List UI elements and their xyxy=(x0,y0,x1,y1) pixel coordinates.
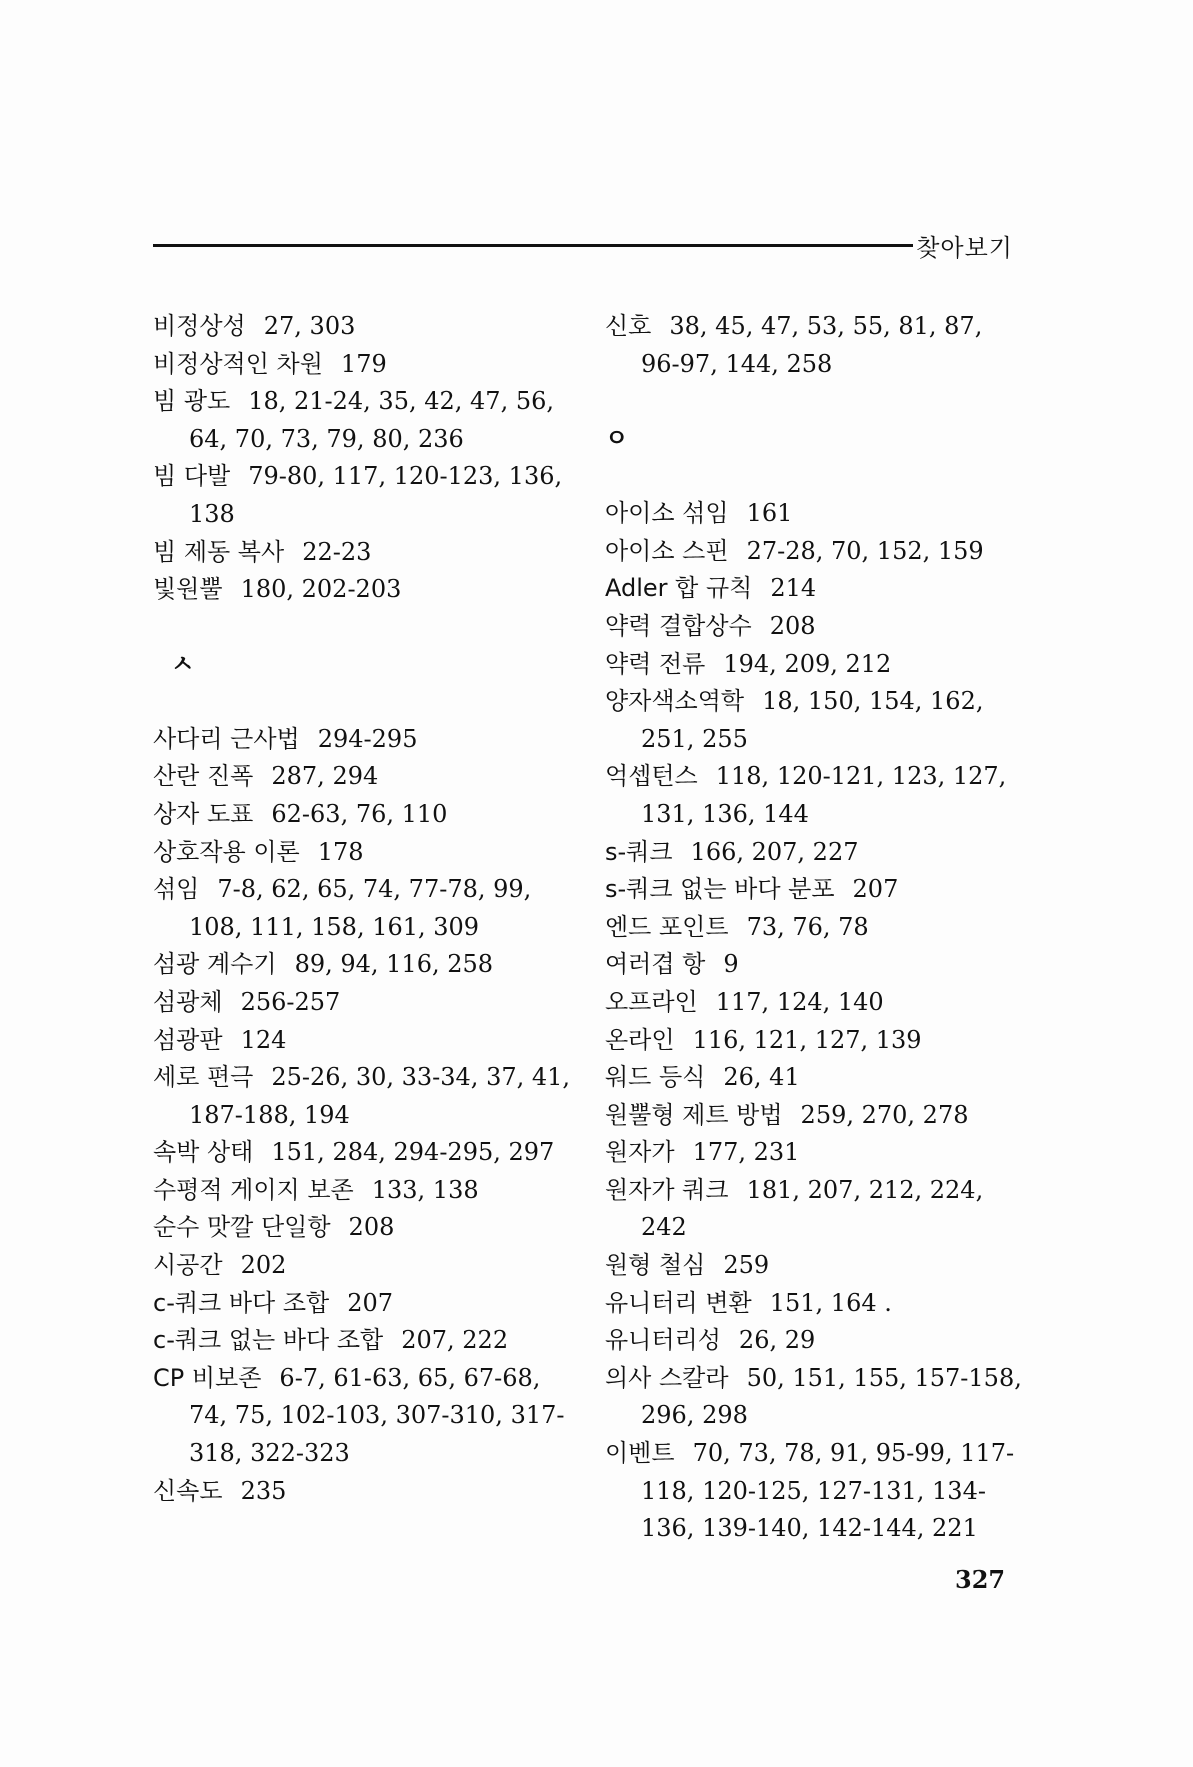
index-term: s-쿼크 없는 바다 분포 xyxy=(605,875,835,904)
index-pages: 151, 164 . xyxy=(769,1288,892,1317)
index-pages: 256-257 xyxy=(240,987,341,1016)
index-pages: 235 xyxy=(240,1476,287,1505)
index-term: 섬광 계수기 xyxy=(153,950,277,979)
index-entry xyxy=(153,1059,573,1134)
index-entry xyxy=(153,946,573,984)
index-pages: 207 xyxy=(347,1288,394,1317)
section-letter: ㅇ xyxy=(605,424,629,453)
index-entry xyxy=(153,1172,573,1210)
index-pages: 27, 303 xyxy=(263,312,356,340)
index-pages: 22-23 xyxy=(302,537,372,566)
index-entry xyxy=(605,1022,1025,1060)
index-pages: 38, 45, 47, 53, 55, 81, 87, 96-97, 144, 258 xyxy=(641,312,983,378)
index-pages: 6-7, 61-63, 65, 67-68, 74, 75, 102-103, 307-310, 317-318, 322-323 xyxy=(189,1363,565,1468)
index-entry xyxy=(153,458,573,533)
index-entry xyxy=(153,1285,573,1323)
index-entry xyxy=(605,608,1025,646)
index-entry xyxy=(605,683,1025,758)
index-term: 원형 철심 xyxy=(605,1251,706,1280)
index-pages: 89, 94, 116, 258 xyxy=(294,950,494,979)
index-entry xyxy=(153,758,573,796)
index-pages: 124 xyxy=(240,1025,287,1054)
index-entry xyxy=(605,834,1025,872)
index-entry xyxy=(605,1435,1025,1548)
index-entry xyxy=(153,571,573,609)
index-term: 섬광판 xyxy=(153,1025,223,1054)
index-pages: 118, 120-121, 123, 127, 131, 136, 144 xyxy=(641,762,1007,828)
index-column-left xyxy=(153,308,573,1510)
index-pages: 208 xyxy=(769,611,816,640)
index-pages: 18, 21-24, 35, 42, 47, 56, 64, 70, 73, 79, 80, 236 xyxy=(189,387,554,453)
index-term: 섬광체 xyxy=(153,987,223,1016)
index-entry xyxy=(605,1097,1025,1135)
index-pages: 79-80, 117, 120-123, 136, 138 xyxy=(189,462,563,528)
index-entry xyxy=(605,1247,1025,1285)
index-term: 오프라인 xyxy=(605,987,698,1016)
index-entry xyxy=(153,871,573,946)
index-pages: 7-8, 62, 65, 74, 77-78, 99, 108, 111, 158, 161, 309 xyxy=(189,875,532,941)
index-entry xyxy=(153,721,573,759)
index-pages: 177, 231 xyxy=(692,1138,800,1167)
index-term: 섞임 xyxy=(153,875,200,904)
index-entry xyxy=(605,646,1025,684)
index-entry xyxy=(153,1022,573,1060)
index-entry xyxy=(153,984,573,1022)
index-entry xyxy=(605,1059,1025,1097)
index-pages: 166, 207, 227 xyxy=(690,837,859,866)
index-entry xyxy=(605,1360,1025,1435)
index-term: 시공간 xyxy=(153,1251,223,1280)
index-entry xyxy=(153,1247,573,1285)
index-term: Adler 합 규칙 xyxy=(605,574,753,603)
index-pages: 259, 270, 278 xyxy=(800,1100,969,1129)
index-pages: 180, 202-203 xyxy=(240,575,402,604)
header-rule xyxy=(153,244,913,247)
index-pages: 202 xyxy=(240,1251,287,1280)
index-term: 신호 xyxy=(605,312,652,340)
index-entry xyxy=(153,1473,573,1511)
index-term: 비정상성 xyxy=(153,312,246,340)
section-letter: ㅅ xyxy=(171,649,195,678)
index-pages: 26, 29 xyxy=(738,1326,816,1355)
index-term: 유니터리 변환 xyxy=(605,1288,752,1317)
running-header xyxy=(153,226,1013,262)
index-pages: 25-26, 30, 33-34, 37, 41, 187-188, 194 xyxy=(189,1063,571,1129)
index-entry xyxy=(153,308,573,346)
index-pages: 18, 150, 154, 162, 251, 255 xyxy=(641,687,984,753)
index-term: c-쿼크 없는 바다 조합 xyxy=(153,1326,384,1355)
index-term: 유니터리성 xyxy=(605,1326,721,1355)
index-pages: 62-63, 76, 110 xyxy=(271,799,448,828)
index-term: 산란 진폭 xyxy=(153,762,254,791)
index-term: 원뿔형 제트 방법 xyxy=(605,1100,783,1129)
index-term: 아이소 스핀 xyxy=(605,536,729,565)
header-title: 찾아보기 xyxy=(916,234,1013,262)
index-pages: 207, 222 xyxy=(401,1326,509,1355)
index-term: 빔 다발 xyxy=(153,462,231,491)
index-pages: 194, 209, 212 xyxy=(723,649,892,678)
index-term: 원자가 xyxy=(605,1138,675,1167)
index-entry xyxy=(605,984,1025,1022)
index-entry xyxy=(153,1322,573,1360)
index-pages: 117, 124, 140 xyxy=(715,987,884,1016)
index-term: 억셉턴스 xyxy=(605,762,698,791)
index-pages: 208 xyxy=(348,1213,395,1242)
index-pages: 179 xyxy=(340,349,387,378)
index-entry xyxy=(153,383,573,458)
index-term: 순수 맛깔 단일항 xyxy=(153,1213,331,1242)
index-term: s-쿼크 xyxy=(605,837,673,866)
index-term: 세로 편극 xyxy=(153,1063,254,1092)
index-pages: 214 xyxy=(770,574,817,603)
index-entry xyxy=(605,1134,1025,1172)
index-term: 엔드 포인트 xyxy=(605,912,729,941)
index-entry xyxy=(153,534,573,572)
index-term: 수평적 게이지 보존 xyxy=(153,1175,354,1204)
index-pages: 133, 138 xyxy=(371,1175,479,1204)
index-term: c-쿼크 바다 조합 xyxy=(153,1288,330,1317)
index-pages: 151, 284, 294-295, 297 xyxy=(271,1138,555,1167)
index-term: 신속도 xyxy=(153,1476,223,1505)
index-term: 온라인 xyxy=(605,1025,675,1054)
index-term: 약력 결합상수 xyxy=(605,611,752,640)
index-entry xyxy=(605,308,1025,383)
index-entry xyxy=(605,533,1025,571)
index-pages: 161 xyxy=(746,499,793,528)
index-pages: 259 xyxy=(723,1251,770,1280)
index-term: 빔 제동 복사 xyxy=(153,537,285,566)
index-pages: 9 xyxy=(723,950,739,979)
index-pages: 178 xyxy=(317,837,364,866)
index-term: 의사 스칼라 xyxy=(605,1363,729,1392)
index-term: 사다리 근사법 xyxy=(153,724,300,753)
index-entry xyxy=(605,758,1025,833)
index-pages: 181, 207, 212, 224, 242 xyxy=(641,1175,984,1242)
index-entry xyxy=(153,1360,573,1473)
index-entry xyxy=(605,1322,1025,1360)
index-entry xyxy=(605,1172,1025,1247)
index-pages: 294-295 xyxy=(317,724,418,753)
index-entry xyxy=(605,946,1025,984)
index-pages: 207 xyxy=(852,875,899,904)
index-entry xyxy=(605,909,1025,947)
index-pages: 50, 151, 155, 157-158, 296, 298 xyxy=(641,1363,1022,1430)
index-term: 원자가 쿼크 xyxy=(605,1175,729,1204)
index-entry xyxy=(153,1134,573,1172)
index-term: 양자색소역학 xyxy=(605,687,745,716)
index-entry xyxy=(605,570,1025,608)
index-term: 빔 광도 xyxy=(153,387,231,416)
index-pages: 116, 121, 127, 139 xyxy=(692,1025,922,1054)
index-pages: 287, 294 xyxy=(271,762,379,791)
index-term: 아이소 섞임 xyxy=(605,499,729,528)
index-entry xyxy=(153,346,573,384)
index-entry xyxy=(605,1285,1025,1323)
index-pages: 26, 41 xyxy=(723,1063,800,1092)
index-pages: 27-28, 70, 152, 159 xyxy=(746,536,984,565)
index-term: 여러겹 항 xyxy=(605,950,706,979)
index-term: 약력 전류 xyxy=(605,649,706,678)
index-term: 워드 등식 xyxy=(605,1063,706,1092)
index-pages: 70, 73, 78, 91, 95-99, 117-118, 120-125, 127-131, 134-136, 139-140, 142-144, 221 xyxy=(641,1439,1015,1543)
index-pages: 73, 76, 78 xyxy=(746,912,869,941)
index-entry xyxy=(153,834,573,872)
index-term: 이벤트 xyxy=(605,1439,675,1468)
index-term: 비정상적인 차원 xyxy=(153,349,323,378)
index-term: 속박 상태 xyxy=(153,1138,254,1167)
index-entry xyxy=(605,871,1025,909)
index-entry xyxy=(153,796,573,834)
index-entry xyxy=(605,495,1025,533)
index-term: CP 비보존 xyxy=(153,1363,262,1392)
index-term: 빛원뿔 xyxy=(153,575,223,604)
index-entry xyxy=(153,1209,573,1247)
index-term: 상호작용 이론 xyxy=(153,837,300,866)
page-number: 327 xyxy=(955,1565,1006,1594)
index-term: 상자 도표 xyxy=(153,799,254,828)
index-column-right xyxy=(605,308,1025,1548)
